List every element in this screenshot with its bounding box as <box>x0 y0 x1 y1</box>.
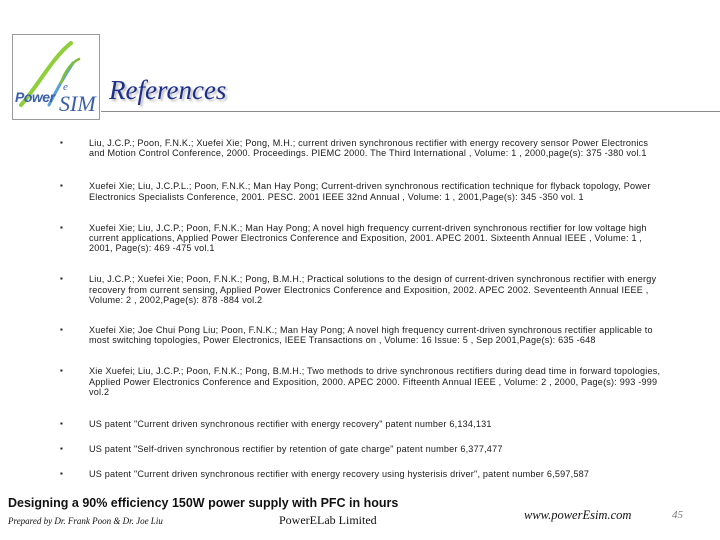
bullet-icon: ▪ <box>60 181 64 191</box>
title-divider <box>101 111 720 112</box>
footer-credit: Prepared by Dr. Frank Poon & Dr. Joe Liu <box>8 516 163 526</box>
reference-item <box>60 181 662 201</box>
bullet-icon: ▪ <box>60 222 64 232</box>
reference-item <box>60 274 662 305</box>
reference-text: Liu, J.C.P.; Poon, F.N.K.; Xuefei Xie; Pong, M.H.; current driven synchronous rectifier with energy recovery sensor Power Electronics and Motion Control Conference, 2000. Proceedings. PIEMC 2000. The Third International , Volume: 1 , 2000,page(s): 375 -380 vol.1 <box>89 138 649 159</box>
bullet-icon: ▪ <box>60 469 64 479</box>
reference-text: Xuefei Xie; Liu, J.C.P.L.; Poon, F.N.K.; Man Hay Pong; Current-driven synchronous rectification technique for flyback topology, Power Electronics Specialists Conference, 2001. PESC. 2001 IEEE 32nd Annual , Volume: 1 , 2001,Page(s): 345 -350 vol. 1 <box>89 181 651 202</box>
reference-text: US patent "Self-driven synchronous rectifier by retention of gate charge" patent number 6,377,477 <box>89 444 503 455</box>
reference-item <box>60 223 662 254</box>
reference-item <box>60 444 662 454</box>
reference-item <box>60 138 662 158</box>
reference-text: US patent "Current driven synchronous rectifier with energy recovery using hysterisis driver", patent number 6,597,587 <box>89 469 590 480</box>
footer-website-link[interactable]: www.powerEsim.com <box>524 508 632 522</box>
logo-power-text: Power <box>15 89 55 105</box>
reference-text: Xuefei Xie; Joe Chui Pong Liu; Poon, F.N.K.; Man Hay Pong; A novel high frequency current-driven synchronous rectifier applicable to most switching topologies, Power Electronics, IEEE Transactions on , Volume: 16 Issue: 5 , Sep 2001,Page(s): 635 -648 <box>89 325 653 346</box>
bullet-icon: ▪ <box>60 444 64 454</box>
reference-item <box>60 469 662 479</box>
page-number: 45 <box>672 509 683 521</box>
reference-list <box>60 138 662 480</box>
reference-text: Xie Xuefei; Liu, J.C.P.; Poon, F.N.K.; Pong, B.M.H.; Two methods to drive synchronous rectifiers during dead time in forward topologies, Applied Power Electronics Conference and Exposition, 2000. APEC 2000. Fifteenth Annual IEEE , Volume: 2 , 2000, Page(s): 993 -999 vol.2 <box>89 366 661 397</box>
page-title: References <box>109 75 227 105</box>
reference-item <box>60 366 662 397</box>
reference-text: Liu, J.C.P.; Xuefei Xie; Poon, F.N.K.; Pong, B.M.H.; Practical solutions to the design of current-driven synchronous rectifier with energy recovery from current sensing, Applied Power Electronics Conference and Exposition, 2002. APEC 2002. Seventeenth Annual IEEE , Volume: 2 , 2002,Page(s): 878 -884 vol.2 <box>89 274 657 305</box>
footer-slide-title: Designing a 90% efficiency 150W power supply with PFC in hours <box>8 496 399 510</box>
bullet-icon: ▪ <box>60 274 64 284</box>
bullet-icon: ▪ <box>60 138 64 147</box>
reference-text: US patent "Current driven synchronous rectifier with energy recovery" patent number 6,134,131 <box>89 419 492 430</box>
logo-e-text: e <box>63 81 68 93</box>
bullet-icon: ▪ <box>60 325 64 335</box>
logo-sim-text: SIM <box>59 91 96 116</box>
reference-text: Xuefei Xie; Liu, J.C.P.; Poon, F.N.K.; Man Hay Pong; A novel high frequency current-driven synchronous rectifier for low voltage high current applications, Applied Power Electronics Conference and Exposition, 2001. APEC 2001. Sixteenth Annual IEEE , Volume: 1 , 2001, Page(s): 469 -475 vol.1 <box>89 222 647 254</box>
bullet-icon: ▪ <box>60 419 64 429</box>
reference-item <box>60 325 662 345</box>
footer-company: PowerELab Limited <box>279 513 377 527</box>
bullet-icon: ▪ <box>60 366 64 376</box>
power-esim-logo <box>12 34 100 120</box>
reference-item <box>60 419 662 429</box>
